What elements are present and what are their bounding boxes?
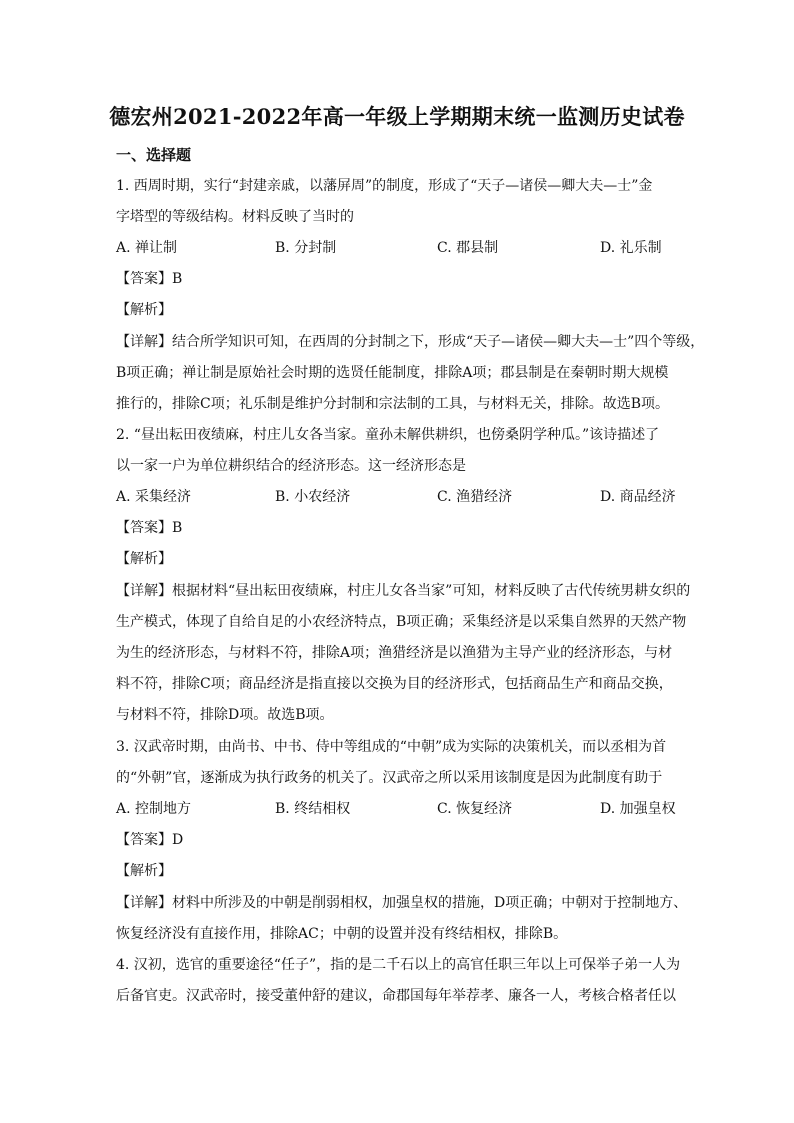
option-c: C. 恢复经济 [437,801,513,817]
analysis-label: 【解析】 [116,863,172,879]
detail-line: 生产模式，体现了自给自足的小农经济特点，B项正确；采集经济是以采集自然界的天然产物 [116,614,687,630]
detail-line: 为生的经济形态，与材料不符，排除A项；渔猎经济是以渔猎为主导产业的经济形态，与材 [116,645,673,661]
detail-line: 【详解】根据材料“昼出耘田夜绩麻，村庄儿女各当家”可知，材料反映了古代传统男耕女织的 [116,583,691,599]
question-stem: 字塔型的等级结构。材料反映了当时的 [116,209,354,225]
options-row [116,238,678,258]
analysis-label: 【解析】 [116,551,172,567]
question-stem: 3. 汉武帝时期，由尚书、中书、侍中等组成的“中朝”成为实际的决策机关，而以丞相为首 [116,739,667,755]
option-b: B. 终结相权 [275,801,351,817]
detail-line: 【详解】材料中所涉及的中朝是削弱相权，加强皇权的措施，D项正确；中朝对于控制地方、 [116,895,688,911]
question-stem: 4. 汉初，选官的重要途径“任子”，指的是二千石以上的高官任职三年以上可保举子弟一人为 [116,957,681,973]
option-a: A. 采集经济 [116,489,192,505]
option-d: D. 礼乐制 [600,240,662,256]
detail-line: 恢复经济没有直接作用，排除AC；中朝的设置并没有终结相权，排除B。 [116,926,568,942]
detail-line: 【详解】结合所学知识可知，在西周的分封制之下，形成“天子—诸侯—卿大夫—士”四个等级， [116,334,705,350]
option-d: D. 加强皇权 [600,801,676,817]
option-a: A. 控制地方 [116,801,192,817]
question-stem: 1. 西周时期，实行“封建亲戚，以藩屏周”的制度，形成了“天子—诸侯—卿大夫—士”金 [116,178,653,194]
page-title: 德宏州2021-2022年高一年级上学期期末统一监测历史试卷 [109,104,685,129]
answer-line: 【答案】B [116,520,183,536]
section-heading: 一、选择题 [116,146,192,164]
analysis-label: 【解析】 [116,302,172,318]
question-stem: 以一家一户为单位耕织结合的经济形态。这一经济形态是 [116,458,466,474]
question-stem: 2. “昼出耘田夜绩麻，村庄儿女各当家。童孙未解供耕织，也傍桑阴学种瓜。”该诗描述了 [116,427,660,443]
option-b: B. 小农经济 [275,489,351,505]
detail-line: B项正确；禅让制是原始社会时期的选贤任能制度，排除A项；郡县制是在秦朝时期大规模 [116,365,669,381]
option-d: D. 商品经济 [600,489,676,505]
options-row [116,487,678,507]
question-stem: 后备官吏。汉武帝时，接受董仲舒的建议，命郡国每年举荐孝、廉各一人，考核合格者任以 [116,988,676,1004]
option-c: C. 渔猎经济 [437,489,513,505]
option-a: A. 禅让制 [116,240,178,256]
question-stem: 的“外朝”官，逐渐成为执行政务的机关了。汉武帝之所以采用该制度是因为此制度有助于 [116,770,663,786]
option-c: C. 郡县制 [437,240,499,256]
answer-line: 【答案】B [116,271,183,287]
options-row [116,799,678,819]
option-b: B. 分封制 [275,240,337,256]
answer-line: 【答案】D [116,832,184,848]
detail-line: 与材料不符，排除D项。故选B项。 [116,707,334,723]
detail-line: 推行的，排除C项；礼乐制是维护分封制和宗法制的工具，与材料无关，排除。故选B项。 [116,396,669,412]
detail-line: 料不符，排除C项；商品经济是指直接以交换为目的经济形式，包括商品生产和商品交换， [116,676,673,692]
